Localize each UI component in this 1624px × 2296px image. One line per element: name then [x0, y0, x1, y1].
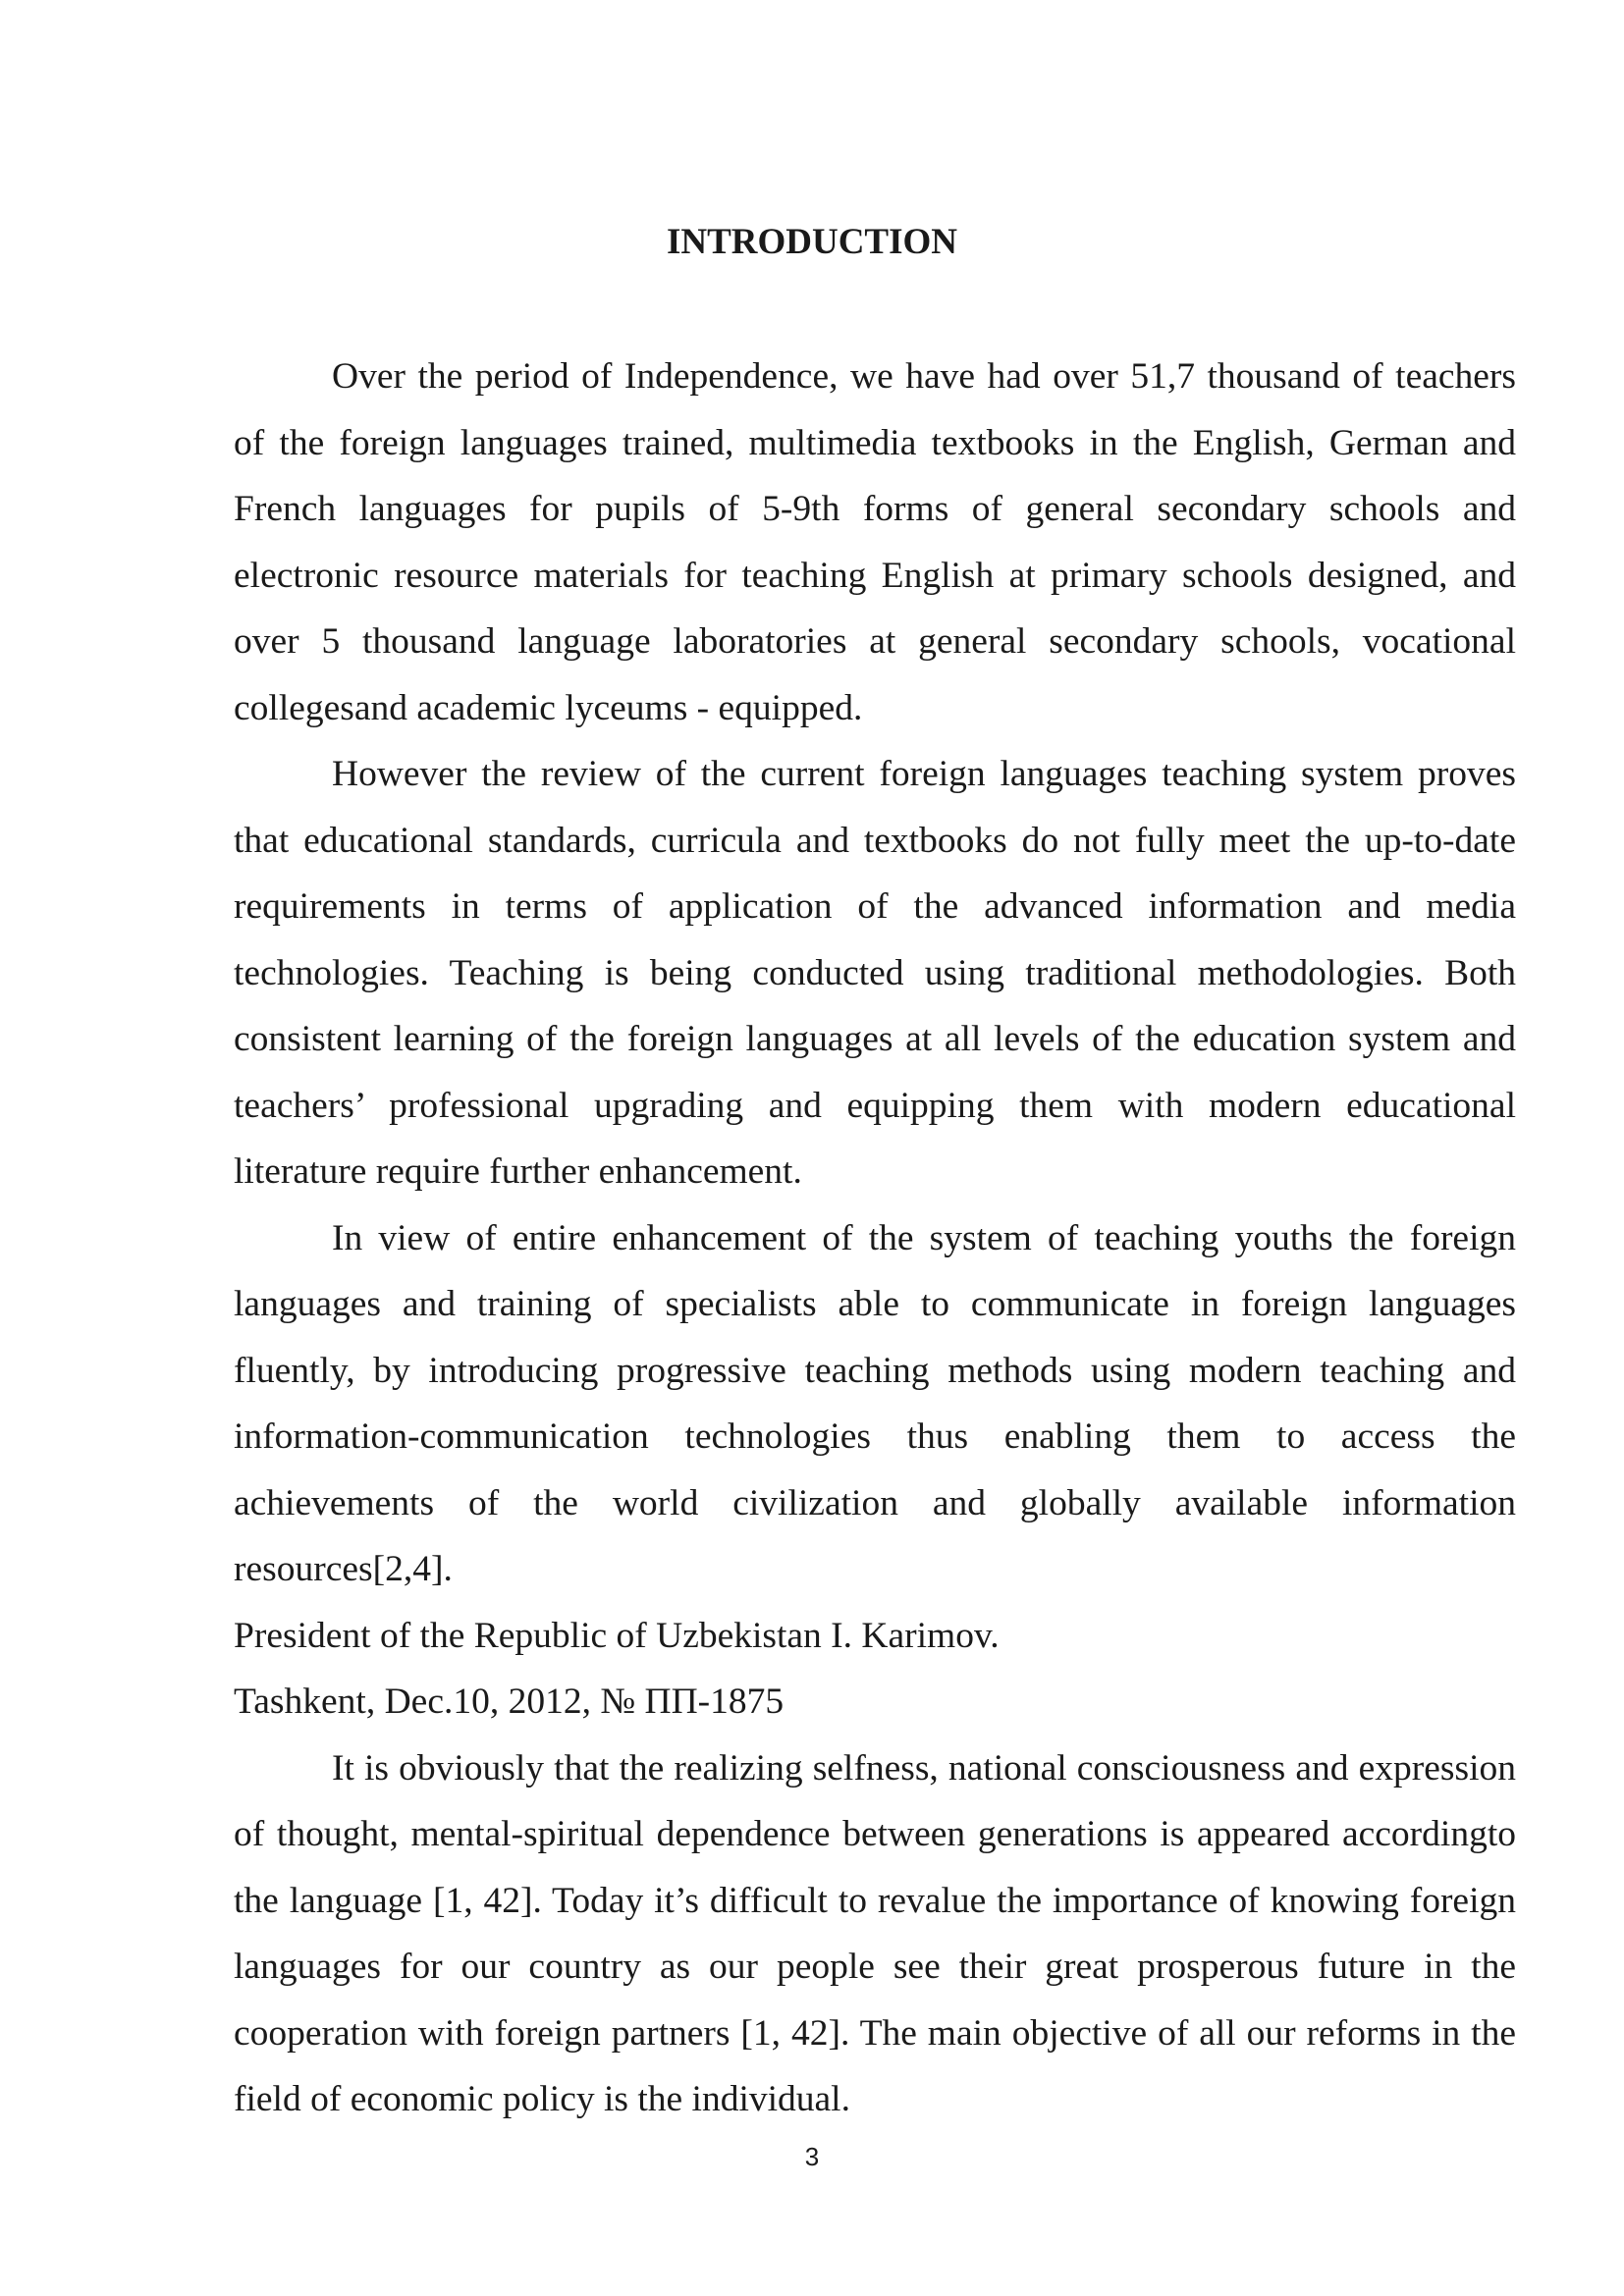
paragraph-teaching-system-review: However the review of the current foreign languages teaching system proves that educational standards, curricula and textbooks do not fully meet the up-to-date requirements in terms of application of the advanced information and media technologies. Teaching is being conducted using traditional methodologies. Both consistent learning of the foreign languages at all levels of the education system and teachers’ professional upgrading and equipping them with modern educational literature require further enhancement.	[234, 754, 1516, 1192]
paragraph-independence-achievements: Over the period of Independence, we have had over 51,7 thousand of teachers of the foreign languages trained, multimedia textbooks in the English, German and French languages for pupils of 5-9th forms of general secondary schools and electronic resource materials for teaching English at primary schools designed, and over 5 thousand language laboratories at general secondary schools, vocational collegesand academic lyceums - equipped.	[234, 356, 1516, 728]
document-body	[234, 344, 1516, 2133]
page-title: INTRODUCTION	[666, 222, 958, 262]
decree-line: Tashkent, Dec.10, 2012, № ПП-1875	[234, 1682, 785, 1722]
page-number: 3	[804, 2142, 820, 2171]
paragraph-enhancement-goals: In view of entire enhancement of the system of teaching youths the foreign languages and training of specialists able to communicate in foreign languages fluently, by introducing progressive teaching methods using modern teaching and information-communication technologies thus enabling them to access the achievements of the world civilization and globally available information resources[2,4].	[234, 1217, 1516, 1589]
attribution-line: President of the Republic of Uzbekistan I. Karimov.	[234, 1615, 1000, 1656]
paragraph-language-importance: It is obviously that the realizing selfness, national consciousness and expression of thought, mental-spiritual dependence between generations is appeared accordingto the language [1, 42]. Today it’s difficult to revalue the importance of knowing foreign languages for our country as our people see their great prosperous future in the cooperation with foreign partners [1, 42]. The main objective of all our reforms in the field of economic policy is the individual.	[234, 1747, 1516, 2119]
